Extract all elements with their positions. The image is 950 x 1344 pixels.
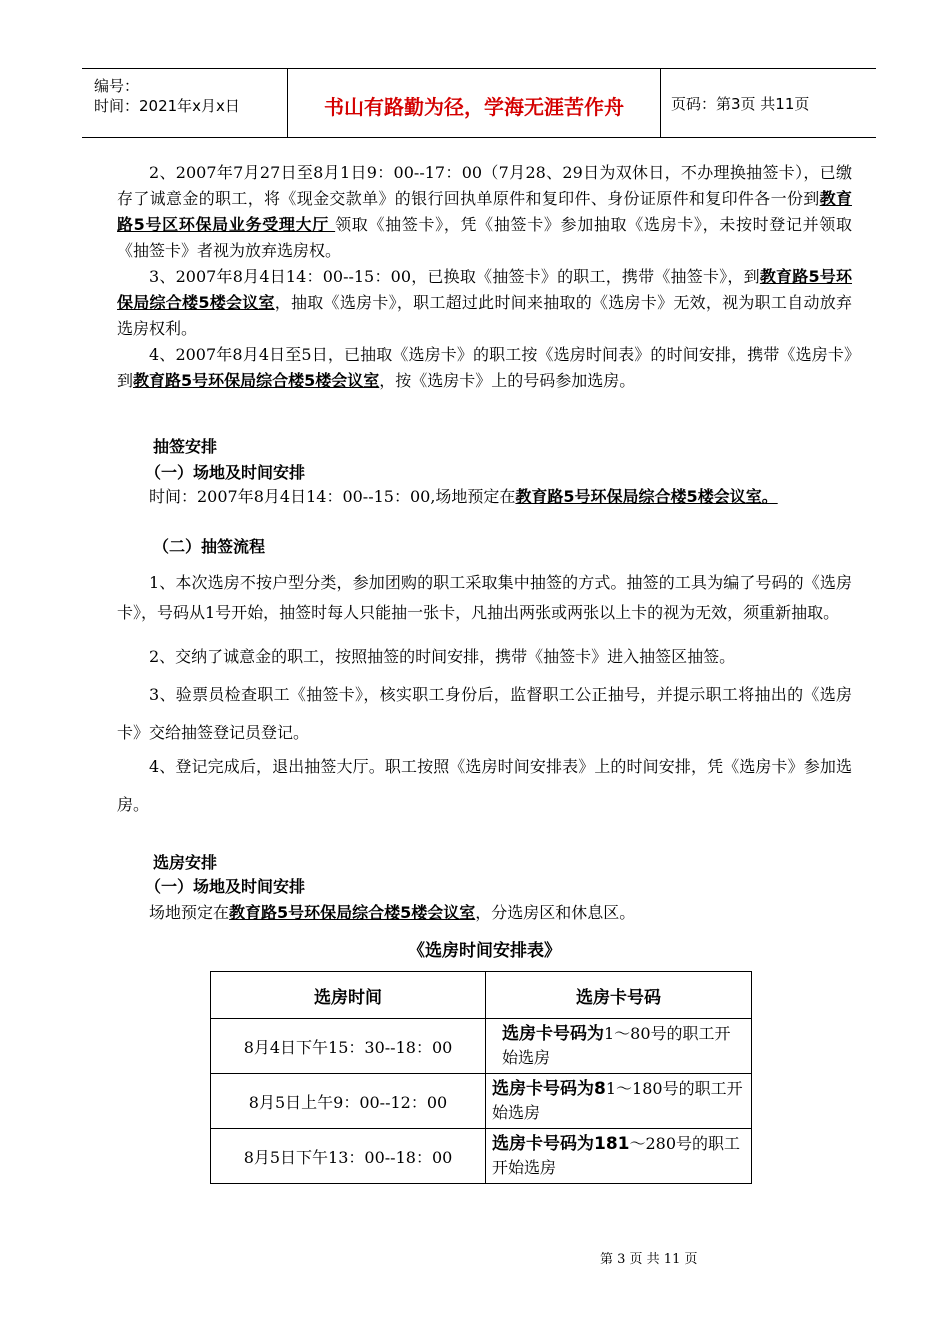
row-time: 8月5日下午13：00--18：00	[211, 1129, 486, 1184]
location-link: 教育路5号区环保局业务受理大厅	[117, 189, 852, 234]
table-row	[211, 1074, 752, 1129]
lottery-heading: 抽签安排	[153, 437, 218, 456]
text: 2、2007年7月27日至8月1日9：00--17：00（7月28、29日为双休日，不办理换抽签卡），已缴存了诚意金的职工，将《现金交款单》的银行回执单原件和复印件、身份证原件和复印件各一份到	[117, 163, 852, 208]
location-link: 教育路5号环保局综合楼5楼会议室	[229, 903, 476, 922]
location-link: 教育路5号环保局综合楼5楼会议室	[133, 371, 380, 390]
paragraph-3	[117, 264, 852, 342]
lottery-sub2: （二）抽签流程	[153, 537, 266, 556]
table-row	[211, 1019, 752, 1074]
text: 4、2007年8月4日至5日，已抽取《选房卡》的职工按《选房时间表》的时间安排，携带《选房卡》到	[117, 345, 852, 390]
bold-text: 选房卡号码为8	[492, 1079, 606, 1099]
page-info: 页码：第3页 共11页	[671, 95, 810, 113]
schedule-table	[210, 971, 752, 1184]
time-label: 时间：2021年x月x日	[94, 97, 240, 115]
bold-text: 选房卡号码为181	[492, 1134, 630, 1154]
row-card	[486, 1129, 752, 1184]
row-time: 8月4日下午15：30--18：00	[211, 1019, 486, 1074]
text: 1～80号的职工开始选房	[502, 1024, 731, 1067]
paragraph-4	[117, 342, 852, 394]
lottery-sub1: （一）场地及时间安排	[145, 463, 306, 482]
row-card	[486, 1074, 752, 1129]
column-header-time: 选房时间	[211, 972, 486, 1019]
motto: 书山有路勤为径，学海无涯苦作舟	[324, 95, 624, 119]
location-link: 教育路5号环保局综合楼5楼会议室	[117, 267, 852, 312]
number-label: 编号：	[94, 77, 140, 95]
selection-heading: 选房安排	[153, 853, 218, 872]
selection-venue	[117, 900, 852, 926]
bold-text: 选房卡号码为	[502, 1024, 604, 1044]
footer-page-number: 第 3 页 共 11 页	[600, 1252, 698, 1267]
header-meta-cell	[82, 69, 288, 137]
text: ～280号的职工开始选房	[492, 1134, 741, 1177]
text: 时间：2007年8月4日14：00--15：00,场地预定在	[149, 487, 516, 506]
row-card	[486, 1019, 752, 1074]
table-header-row	[211, 972, 752, 1019]
lottery-step-3: 3、验票员检查职工《抽签卡》，核实职工身份后，监督职工公正抽号，并提示职工将抽出的《选房卡》交给抽签登记员登记。	[117, 685, 852, 742]
lottery-step-1: 1、本次选房不按户型分类，参加团购的职工采取集中抽签的方式。抽签的工具为编了号码的《选房卡》，号码从1号开始，抽签时每人只能抽一张卡，凡抽出两张或两张以上卡的视为无效，须重新抽取。	[117, 573, 852, 622]
text: 3、2007年8月4日14：00--15：00，已换取《抽签卡》的职工，携带《抽签卡》，到	[149, 267, 760, 286]
text: 领取《抽签卡》，凭《抽签卡》参加抽取《选房卡》，未按时登记并领取《抽签卡》者视为放弃选房权。	[117, 215, 852, 260]
location-link: 教育路5号环保局综合楼5楼会议室。	[515, 487, 778, 506]
text: 场地预定在	[149, 903, 230, 922]
header-page-cell	[661, 69, 876, 137]
column-header-card: 选房卡号码	[486, 972, 752, 1019]
lottery-step-4: 4、登记完成后，退出抽签大厅。职工按照《选房时间安排表》上的时间安排，凭《选房卡》参加选房。	[117, 757, 852, 814]
header-motto-cell	[288, 69, 661, 137]
text: ，分选房区和休息区。	[475, 903, 636, 922]
selection-sub1: （一）场地及时间安排	[145, 877, 306, 896]
lottery-step-2: 2、交纳了诚意金的职工，按照抽签的时间安排，携带《抽签卡》进入抽签区抽签。	[149, 647, 736, 666]
table-title: 《选房时间安排表》	[408, 941, 561, 961]
text: 1～180号的职工开始选房	[492, 1079, 743, 1122]
lottery-time	[117, 484, 852, 510]
text: ，抽取《选房卡》，职工超过此时间来抽取的《选房卡》无效，视为职工自动放弃选房权利。	[117, 293, 852, 338]
table-row	[211, 1129, 752, 1184]
row-time: 8月5日上午9：00--12：00	[211, 1074, 486, 1129]
text: ，按《选房卡》上的号码参加选房。	[379, 371, 636, 390]
paragraph-2	[117, 160, 852, 264]
page-header	[82, 68, 876, 138]
